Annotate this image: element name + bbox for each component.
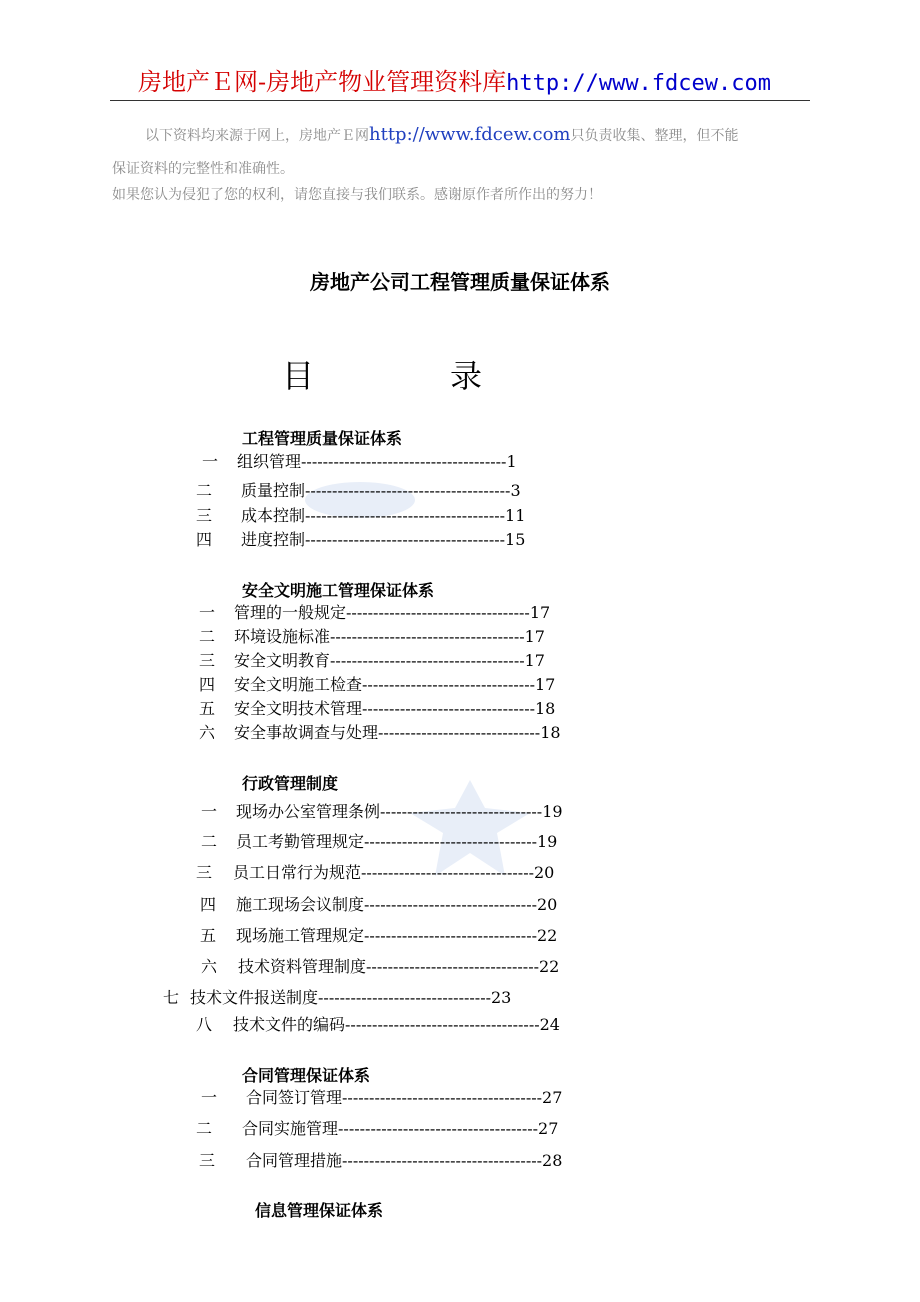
toc-row-number: 四 [196,530,213,549]
toc-row-text: 质量控制--------------------------------------3 [241,481,521,500]
section-title-information: 信息管理保证体系 [255,1201,384,1220]
header-title [138,66,771,100]
toc-row-number: 一 [201,802,218,821]
toc-row-text: 施工现场会议制度--------------------------------20 [236,895,558,914]
toc-row-number: 二 [201,832,218,851]
header-url[interactable]: http://www.fdcew.com [506,71,772,96]
section-title-contract: 合同管理保证体系 [242,1066,371,1085]
toc-row-text: 技术文件的编码------------------------------------24 [233,1015,560,1034]
toc-row-text: 技术资料管理制度--------------------------------22 [238,957,560,976]
toc-row-text: 现场施工管理规定--------------------------------22 [236,926,558,945]
toc-row-number: 三 [199,651,216,670]
toc-row-text: 安全文明技术管理--------------------------------18 [234,699,556,718]
toc-row-text: 组织管理--------------------------------------1 [237,452,517,471]
toc-row-text: 安全事故调查与处理------------------------------18 [234,723,561,742]
toc-row-text: 合同签订管理-------------------------------------27 [246,1088,563,1107]
toc-row-number: 五 [200,926,217,945]
toc-row-number: 一 [201,1088,218,1107]
toc-row-text: 技术文件报送制度--------------------------------23 [190,988,512,1007]
toc-row-number: 三 [199,1151,216,1170]
toc-row-text: 员工考勤管理规定--------------------------------19 [236,832,558,851]
toc-row-number: 六 [199,723,216,742]
toc-row-text: 合同管理措施-------------------------------------28 [246,1151,563,1170]
toc-row-text: 员工日常行为规范--------------------------------20 [233,863,555,882]
toc-row-text: 成本控制-------------------------------------11 [241,506,526,525]
toc-row-number: 四 [200,895,217,914]
toc-row-text: 环境设施标准------------------------------------17 [234,627,545,646]
section-title-administration: 行政管理制度 [242,774,339,793]
toc-row-number: 三 [196,863,213,882]
toc-row-text: 进度控制-------------------------------------15 [241,530,526,549]
toc-row-text: 合同实施管理-------------------------------------27 [242,1119,559,1138]
disclaimer-link[interactable]: http://www.fdcew.com [369,124,571,145]
document-title: 房地产公司工程管理质量保证体系 [310,270,610,294]
disclaimer-line-3: 如果您认为侵犯了您的权利，请您直接与我们联系。感谢原作者所作出的努力！ [112,187,602,203]
toc-row-text: 现场办公室管理条例------------------------------19 [236,802,563,821]
toc-row-number: 四 [199,675,216,694]
header-site-name: 房地产Ｅ网-房地产物业管理资料库 [138,68,507,96]
section-title-engineering: 工程管理质量保证体系 [242,429,403,448]
toc-row-number: 一 [199,603,216,622]
toc-row-number: 八 [196,1015,213,1034]
disclaimer-text: 以下资料均来源于网上，房地产Ｅ网 [145,128,369,144]
toc-row-number: 七 [163,988,180,1007]
page-header [110,66,810,101]
section-title-safety: 安全文明施工管理保证体系 [242,581,435,600]
toc-heading-left: 目 [282,357,315,395]
toc-row-number: 一 [202,452,219,471]
toc-row-text: 安全文明教育------------------------------------17 [234,651,545,670]
toc-row-number: 二 [196,481,213,500]
toc-row-number: 二 [199,627,216,646]
disclaimer-text: 只负责收集、整理，但不能 [570,128,739,144]
toc-heading-right: 录 [450,357,483,395]
toc-row-number: 五 [199,699,216,718]
toc-row-number: 二 [196,1119,213,1138]
toc-row-number: 六 [201,957,218,976]
toc-row-number: 三 [196,506,213,525]
toc-row-text: 管理的一般规定----------------------------------17 [234,603,551,622]
disclaimer-line-2: 保证资料的完整性和准确性。 [112,161,294,177]
disclaimer-line-1 [145,124,845,147]
toc-row-text: 安全文明施工检查--------------------------------17 [234,675,556,694]
